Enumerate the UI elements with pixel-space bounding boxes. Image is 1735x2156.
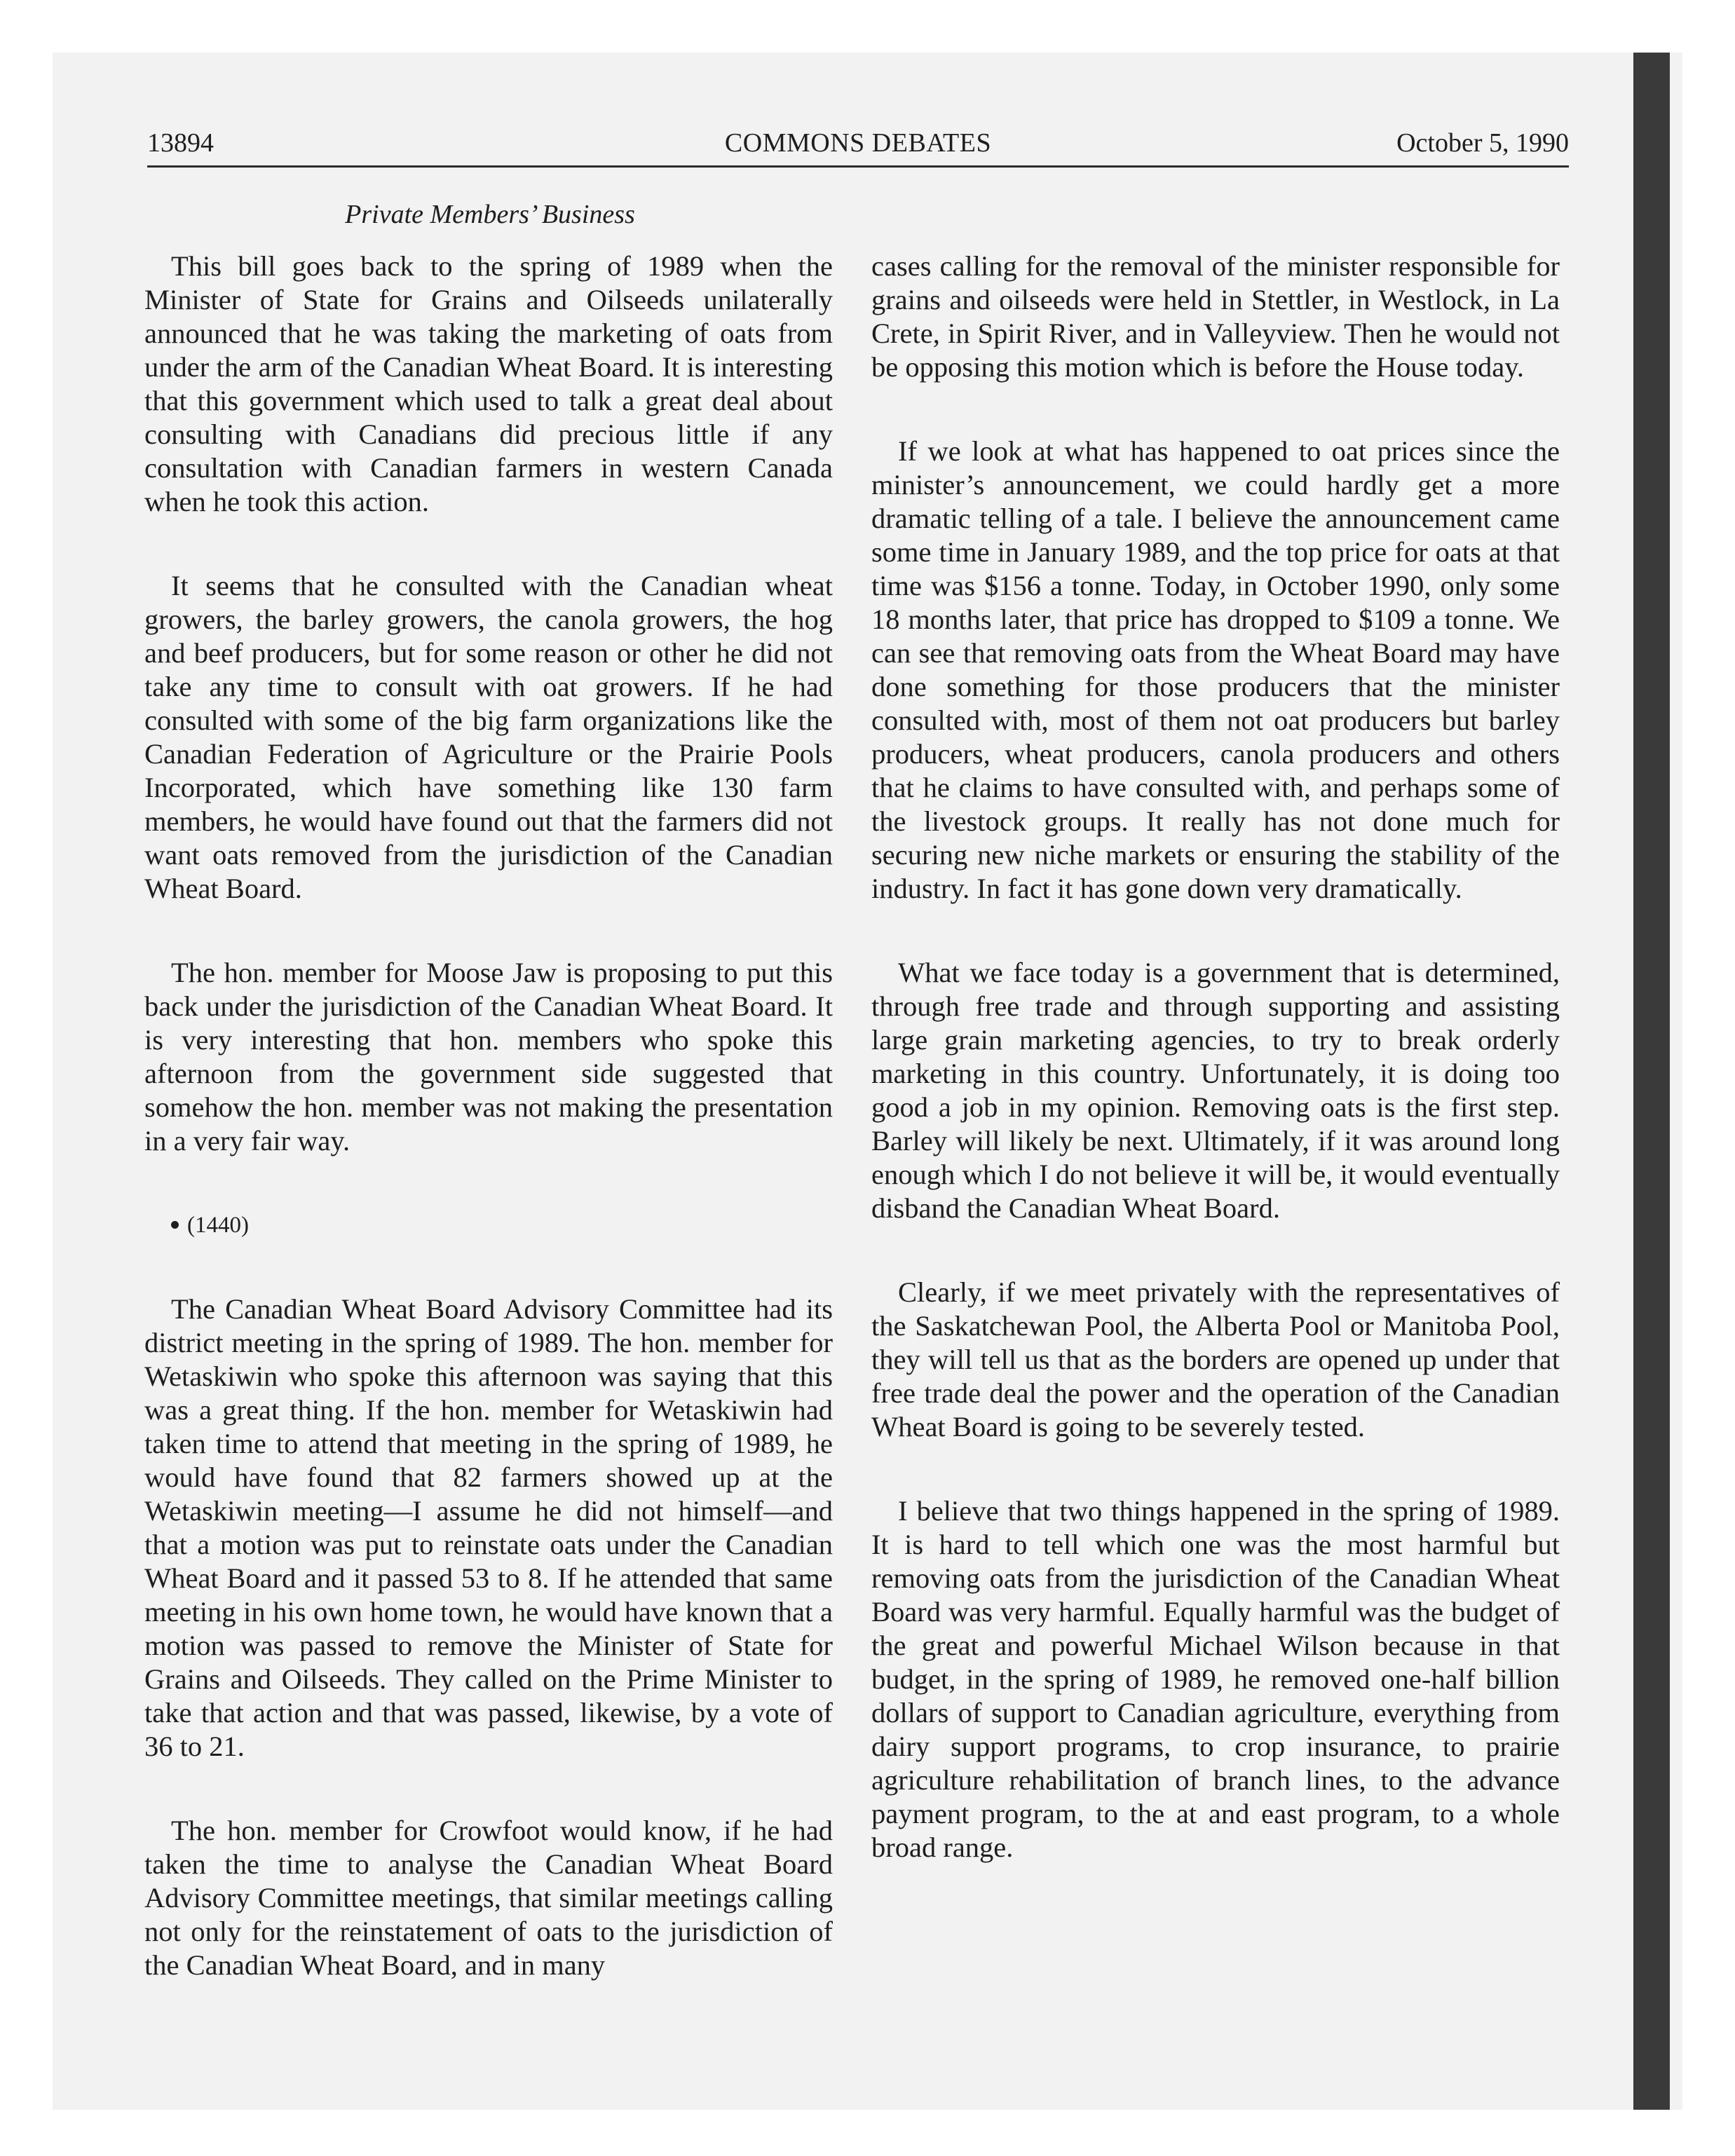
time-marker-text: (1440): [187, 1213, 249, 1238]
paragraph: If we look at what has happened to oat prices since the minister’s announcement, we could hardly get a more dramatic telling of a tale. I believe the announcement came some time in January 1989, and the top price for oats at that time was $156 a tonne. Today, in October 1990, only some 18 months later, that price has dropped to $109 a tonne. We can see that removing oats from the Wheat Board may have done something for those producers that the minister consulted with, most of them not oat producers but barley producers, wheat producers, canola producers and others that he claims to have consulted with, and perhaps some of the livestock groups. It really has not done much for securing new niche markets or ensuring the stability of the industry. In fact it has gone down very dramatically.: [871, 435, 1560, 904]
scan-binding-edge: [1633, 53, 1670, 2110]
time-marker: [144, 1208, 833, 1242]
header-rule: [147, 165, 1569, 168]
running-header: [147, 123, 1569, 163]
left-column: [144, 250, 833, 2033]
paragraph: The Canadian Wheat Board Advisory Committee had its district meeting in the spring of 1989. The hon. member for Wetaskiwin who spoke this afternoon was saying that this was a great thing. If the hon. member for Wetaskiwin had taken time to attend that meeting in the spring of 1989, he would have found that 82 farmers showed up at the Wetaskiwin meeting—I assume he did not himself—and that a motion was put to reinstate oats under the Canadian Wheat Board and it passed 53 to 8. If he attended that same meeting in his own home town, he would have known that a motion was passed to remove the Minister of State for Grains and Oilseeds. They called on the Prime Minister to take that action and that was passed, likewise, by a vote of 36 to 21.: [144, 1293, 833, 1762]
paragraph: It seems that he consulted with the Canadian wheat growers, the barley growers, the canola growers, the hog and beef producers, but for some reason or other he did not take any time to consult with oat growers. If he had consulted with some of the big farm organizations like the Canadian Federation of Agriculture or the Prairie Pools Incorporated, which have something like 130 farm members, he would have found out that the farmers did not want oats removed from the jurisdiction of the Canadian Wheat Board.: [144, 570, 833, 904]
paragraph: What we face today is a government that is determined, through free trade and through supporting and assisting large grain marketing agencies, to try to break orderly marketing in this country. Unfortunately, it is doing too good a job in my opinion. Removing oats is the first step. Barley will likely be next. Ultimately, if it was around long enough which I do not believe it will be, it would eventually disband the Canadian Wheat Board.: [871, 957, 1560, 1224]
page-number: 13894: [147, 128, 214, 158]
paragraph: cases calling for the removal of the minister responsible for grains and oilseeds were held in Stettler, in Westlock, in La Crete, in Spirit River, and in Valleyview. Then he would not be opposing this motion which is before the House today.: [871, 250, 1560, 383]
paragraph: The hon. member for Crowfoot would know, if he had taken the time to analyse the Canadian Wheat Board Advisory Committee meetings, that similar meetings calling not only for the reinstatement of oats to the jurisdiction of the Canadian Wheat Board, and in many: [144, 1815, 833, 1981]
publication-title: COMMONS DEBATES: [724, 128, 992, 158]
paragraph: I believe that two things happened in the spring of 1989. It is hard to tell which one was the most harmful but removing oats from the jurisdiction of the Canadian Wheat Board was very harmful. Equally harmful was the budget of the great and powerful Michael Wilson because in that budget, in the spring of 1989, he removed one-half billion dollars of support to Canadian agriculture, everything from dairy support programs, to crop insurance, to prairie agriculture rehabilitation of branch lines, to the advance payment program, to the at and east program, to a whole broad range.: [871, 1495, 1560, 1863]
section-title: Private Members’ Business: [345, 200, 635, 229]
paragraph: This bill goes back to the spring of 1989 when the Minister of State for Grains and Oilseeds unilaterally announced that he was taking the marketing of oats from under the arm of the Canadian Wheat Board. It is interesting that this government which used to talk a great deal about consulting with Canadians did precious little if any consultation with Canadian farmers in western Canada when he took this action.: [144, 250, 833, 517]
issue-date: October 5, 1990: [1396, 128, 1569, 158]
right-column: [871, 250, 1560, 1915]
bullet-icon: [171, 1221, 179, 1229]
paragraph: Clearly, if we meet privately with the representatives of the Saskatchewan Pool, the Alberta Pool or Manitoba Pool, they will tell us that as the borders are opened up under that free trade deal the power and the operation of the Canadian Wheat Board is going to be severely tested.: [871, 1276, 1560, 1442]
paragraph: The hon. member for Moose Jaw is proposing to put this back under the jurisdiction of the Canadian Wheat Board. It is very interesting that hon. members who spoke this afternoon from the government side suggested that somehow the hon. member was not making the presentation in a very fair way.: [144, 957, 833, 1157]
